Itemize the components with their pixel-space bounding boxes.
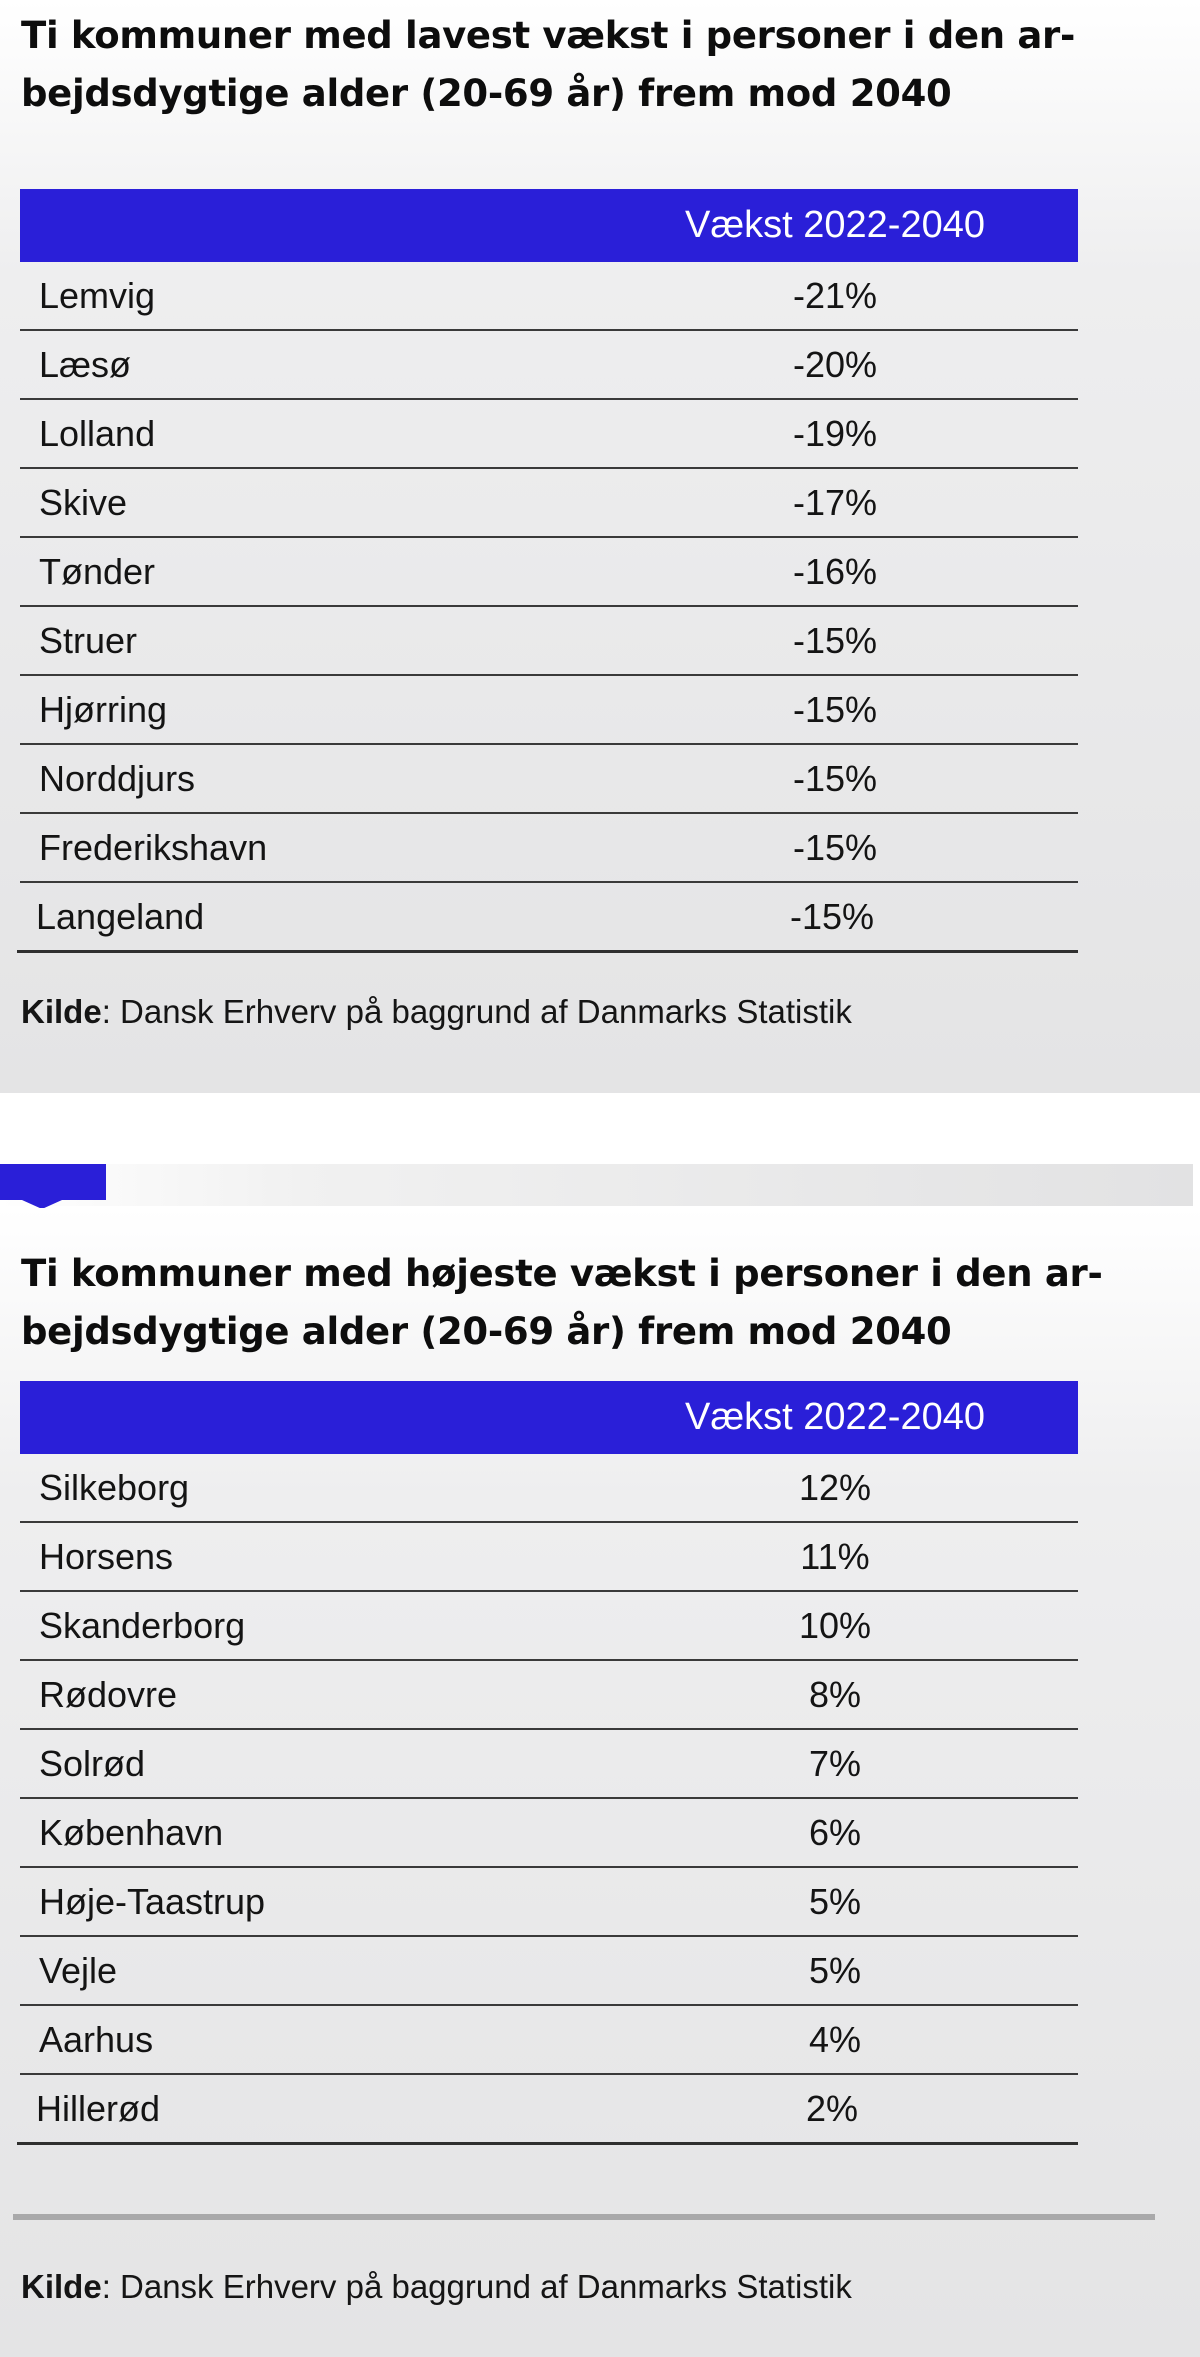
municipality-name: Høje-Taastrup	[39, 1881, 266, 1922]
table-row	[17, 2075, 1078, 2145]
growth-value: 4%	[808, 2019, 862, 2060]
growth-value: 10%	[798, 1605, 872, 1646]
divider	[13, 2214, 1155, 2220]
table-body	[20, 262, 1078, 953]
table-row	[20, 1592, 1078, 1661]
title-line-2: bejdsdygtige alder (20-69 år) frem mod 2040	[21, 1310, 952, 1353]
growth-value: 5%	[808, 1881, 862, 1922]
growth-value: 11%	[800, 1536, 870, 1577]
source-note	[21, 993, 852, 1031]
table-row	[20, 1799, 1078, 1868]
table-row	[20, 745, 1078, 814]
table-body	[20, 1454, 1078, 2145]
growth-value: -15%	[792, 827, 878, 868]
table-row	[20, 1730, 1078, 1799]
municipality-name: Norddjurs	[39, 758, 196, 799]
municipality-name: København	[39, 1812, 224, 1853]
growth-value: 12%	[798, 1467, 872, 1508]
municipality-name: Frederikshavn	[39, 827, 268, 868]
municipality-name: Skanderborg	[39, 1605, 246, 1646]
table-header	[20, 189, 1078, 262]
source-label: Kilde	[21, 2268, 102, 2305]
table-row	[20, 400, 1078, 469]
growth-value: -20%	[792, 344, 878, 385]
growth-value: 5%	[808, 1950, 862, 1991]
table-row	[20, 1937, 1078, 2006]
municipality-name: Langeland	[36, 896, 205, 937]
municipality-name: Hjørring	[39, 689, 168, 730]
municipality-name: Læsø	[39, 344, 132, 385]
municipality-name: Skive	[39, 482, 128, 523]
municipality-name: Tønder	[39, 551, 156, 592]
growth-value: -15%	[792, 758, 878, 799]
table-row	[20, 262, 1078, 331]
growth-value: 7%	[808, 1743, 862, 1784]
table-row	[20, 676, 1078, 745]
table-highest-growth	[20, 1381, 1078, 2145]
table-row	[20, 814, 1078, 883]
section-strip	[0, 1164, 1193, 1206]
municipality-name: Hillerød	[36, 2088, 161, 2129]
table-row	[20, 1454, 1078, 1523]
table-title-lowest	[21, 7, 1121, 123]
title-line-2: bejdsdygtige alder (20-69 år) frem mod 2040	[21, 72, 952, 115]
municipality-name: Lemvig	[39, 275, 156, 316]
growth-value: -16%	[792, 551, 878, 592]
growth-value: -15%	[792, 689, 878, 730]
title-line-1: Ti kommuner med lavest vækst i personer i den ar-	[21, 14, 1076, 57]
table-row	[20, 2006, 1078, 2075]
table-title-highest	[21, 1245, 1121, 1361]
municipality-name: Horsens	[39, 1536, 174, 1577]
municipality-name: Solrød	[39, 1743, 146, 1784]
title-line-1: Ti kommuner med højeste vækst i personer i den ar-	[21, 1252, 1103, 1295]
growth-value: 8%	[808, 1674, 862, 1715]
table-row	[20, 469, 1078, 538]
table-row	[20, 607, 1078, 676]
growth-value: -21%	[792, 275, 878, 316]
municipality-name: Aarhus	[39, 2019, 154, 2060]
column-header-growth: Vækst 2022-2040	[685, 1396, 985, 1438]
section-tab-marker	[0, 1164, 106, 1200]
column-header-growth: Vækst 2022-2040	[685, 204, 985, 246]
table-row	[20, 1661, 1078, 1730]
municipality-name: Struer	[39, 620, 138, 661]
growth-value: -15%	[792, 620, 878, 661]
municipality-name: Silkeborg	[39, 1467, 190, 1508]
table-row	[20, 1523, 1078, 1592]
source-note	[21, 2268, 852, 2306]
municipality-name: Lolland	[39, 413, 156, 454]
table-row	[20, 331, 1078, 400]
source-label: Kilde	[21, 993, 102, 1030]
municipality-name: Vejle	[39, 1950, 118, 1991]
growth-value: 2%	[805, 2088, 859, 2129]
growth-value: -19%	[792, 413, 878, 454]
table-row	[20, 538, 1078, 607]
table-lowest-growth	[20, 189, 1078, 953]
municipality-name: Rødovre	[39, 1674, 178, 1715]
growth-value: -15%	[789, 896, 875, 937]
source-text: : Dansk Erhverv på baggrund af Danmarks Statistik	[101, 993, 852, 1030]
table-row	[20, 1868, 1078, 1937]
growth-value: -17%	[792, 482, 878, 523]
source-text: : Dansk Erhverv på baggrund af Danmarks Statistik	[101, 2268, 852, 2305]
table-header	[20, 1381, 1078, 1454]
growth-value: 6%	[808, 1812, 862, 1853]
table-row	[17, 883, 1078, 953]
